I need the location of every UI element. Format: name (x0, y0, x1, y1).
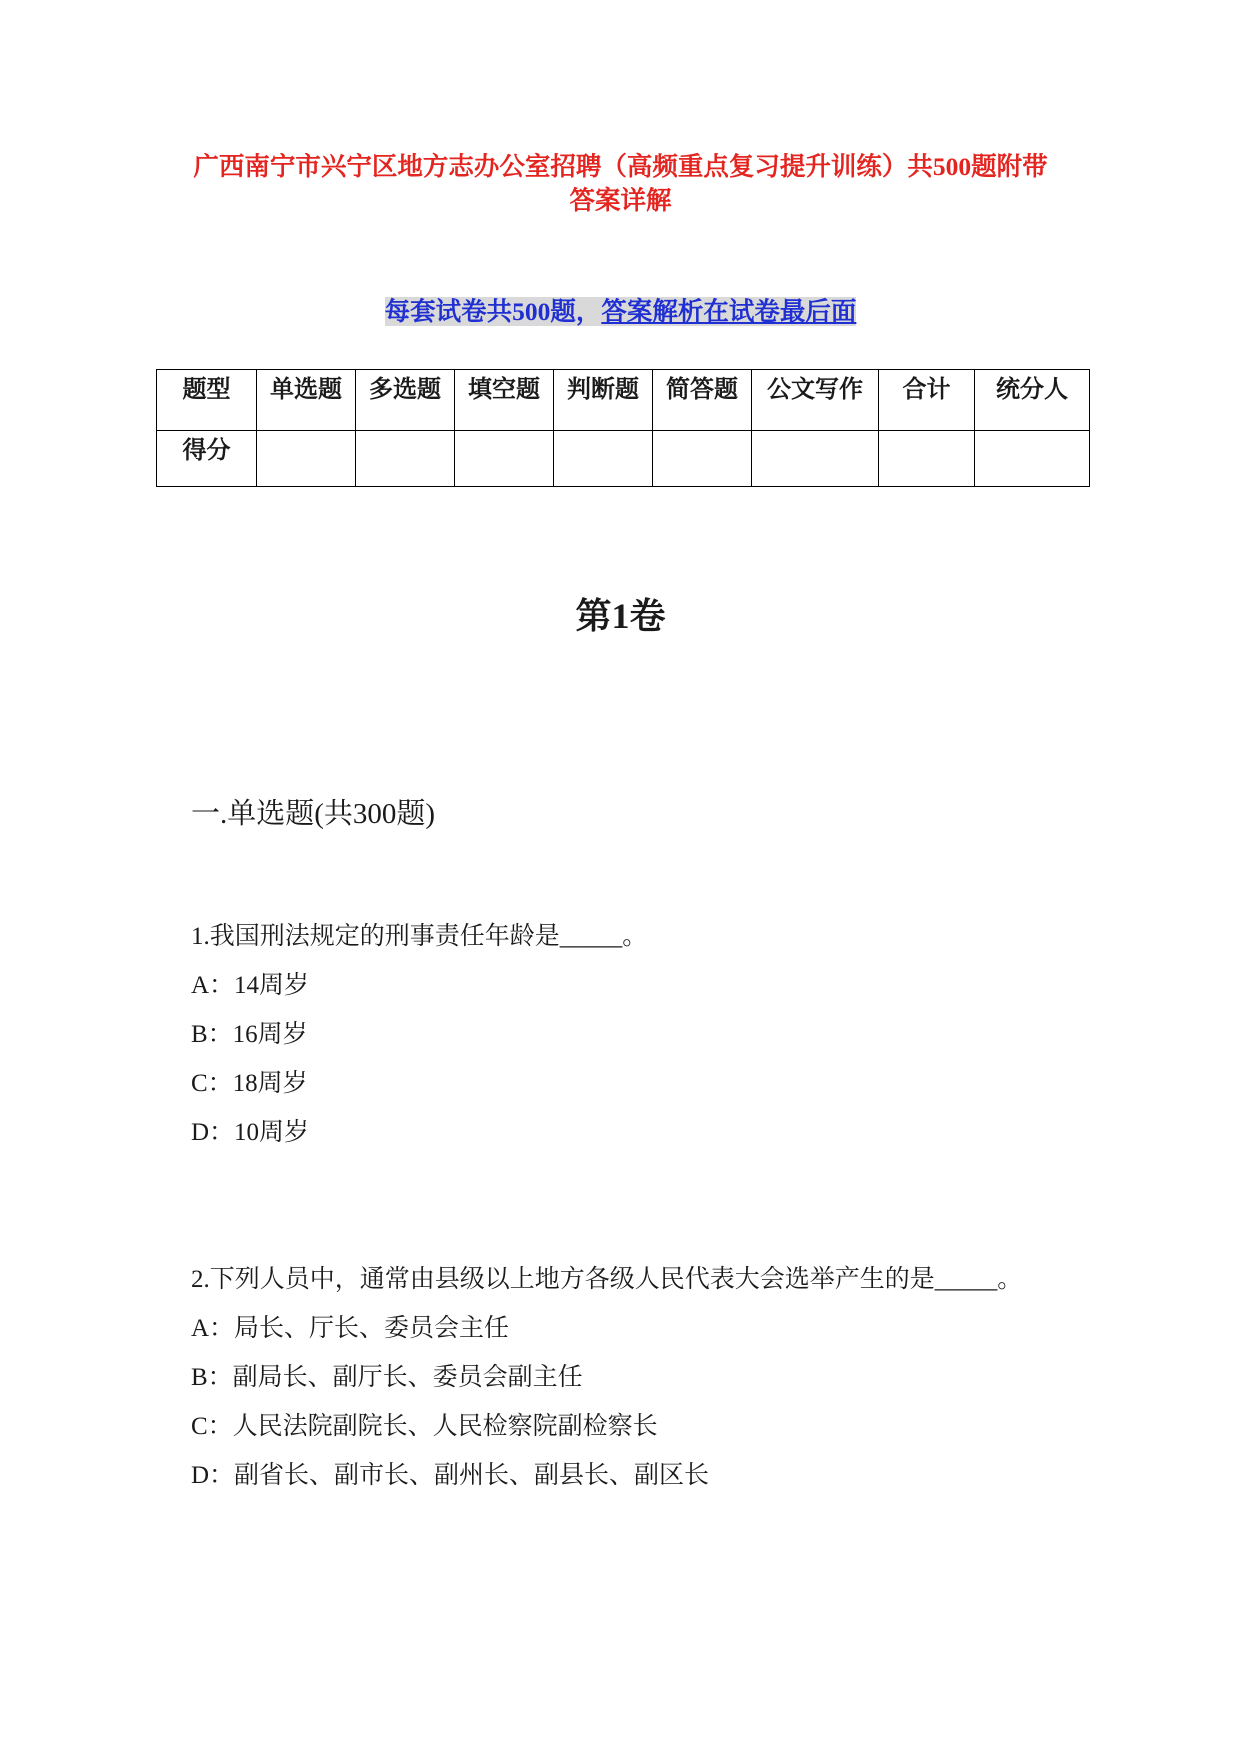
header-cell-total: 合计 (879, 370, 975, 431)
header-cell-fill-blank: 填空题 (455, 370, 554, 431)
option-d: D：副省长、副市长、副州长、副县长、副区长 (191, 1462, 710, 1489)
option-c: C：人民法院副院长、人民检察院副检察长 (191, 1413, 658, 1440)
volume-title: 第1卷 (575, 596, 666, 636)
subtitle-question-count: 每套试卷共500题， (384, 297, 602, 326)
header-cell-official-writing: 公文写作 (752, 370, 879, 431)
option-b: B：副局长、副厅长、委员会副主任 (191, 1364, 583, 1391)
document-title (0, 150, 1241, 218)
question-2 (191, 1255, 1022, 1500)
score-table (156, 369, 1090, 487)
option-b: B：16周岁 (191, 1021, 308, 1048)
header-cell-scorer: 统分人 (975, 370, 1090, 431)
score-cell-scorer (975, 431, 1090, 487)
score-cell-multiple-choice (356, 431, 455, 487)
row-label-score: 得分 (157, 431, 257, 487)
score-cell-official-writing (752, 431, 879, 487)
document-title-line-1: 广西南宁市兴宁区地方志办公室招聘（高频重点复习提升训练）共500题附带 (193, 152, 1048, 181)
section-heading: 一.单选题(共300题) (191, 798, 436, 830)
header-cell-true-false: 判断题 (554, 370, 653, 431)
header-cell-short-answer: 简答题 (653, 370, 752, 431)
score-cell-true-false (554, 431, 653, 487)
option-a: A：14周岁 (191, 972, 310, 999)
option-c: C：18周岁 (191, 1070, 308, 1097)
score-table-score-row (157, 431, 1090, 487)
document-subtitle (0, 297, 1241, 326)
score-table-header-row (157, 370, 1090, 431)
score-cell-short-answer (653, 431, 752, 487)
score-cell-total (879, 431, 975, 487)
question-text: 1.我国刑法规定的刑事责任年龄是_____。 (191, 923, 648, 950)
question-1 (191, 912, 647, 1157)
document-title-line-2: 答案详解 (569, 186, 672, 215)
header-cell-single-choice: 单选题 (257, 370, 356, 431)
score-cell-fill-blank (455, 431, 554, 487)
header-cell-question-type: 题型 (157, 370, 257, 431)
header-cell-multiple-choice: 多选题 (356, 370, 455, 431)
subtitle-answer-note: 答案解析在试卷最后面 (601, 297, 857, 326)
score-cell-single-choice (257, 431, 356, 487)
option-a: A：局长、厅长、委员会主任 (191, 1315, 510, 1342)
question-text: 2.下列人员中，通常由县级以上地方各级人民代表大会选举产生的是_____。 (191, 1266, 1023, 1293)
option-d: D：10周岁 (191, 1119, 310, 1146)
